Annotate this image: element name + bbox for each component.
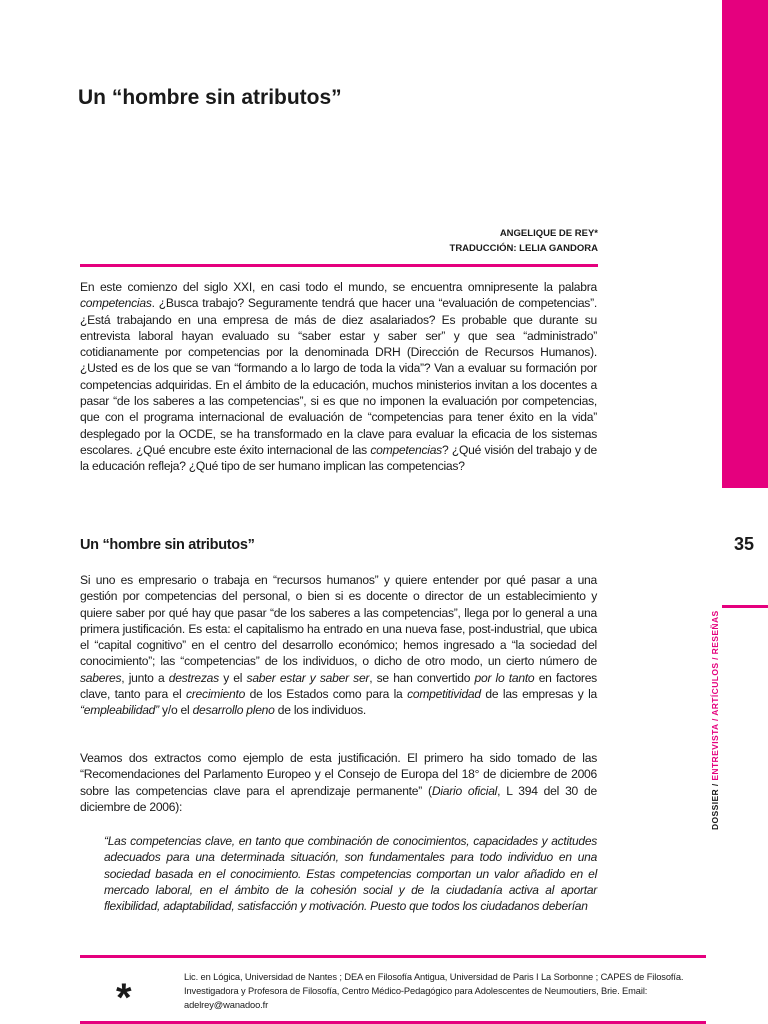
body-paragraph-2: Veamos dos extractos como ejemplo de esta justificación. El primero ha sido tomado de las “Recomendaciones del Parlamento Europeo y el Consejo de Europa del 18° de diciembre de 2006 sobre las competencias clave para el aprendizaje permanente” (Diario oficial, L 394 del 30 de diciembre de 2006): — [80, 751, 597, 814]
magenta-edge-tab — [722, 0, 768, 488]
page-number: 35 — [733, 534, 755, 554]
section-heading: Un “hombre sin atributos” — [80, 537, 255, 553]
author-footnote: Lic. en Lógica, Universidad de Nantes ; DEA en Filosofía Antigua, Universidad de Paris I La Sorbonne ; CAPES de Filosofía. Investigadora y Profesora de Filosofía, Centro Médico-Pedagógico para Adolescentes de Neumoutiers, Brie. Email: adelrey@wanadoo.fr — [184, 972, 684, 1011]
side-rule — [722, 605, 768, 608]
article-title: Un “hombre sin atributos” — [78, 86, 342, 109]
title-divider — [80, 264, 598, 267]
section-label-dossier: DOSSIER — [710, 788, 720, 830]
emphasis: “empleabilidad” — [80, 703, 159, 718]
author-name: ANGELIQUE DE REY* — [499, 228, 598, 239]
emphasis: competencias — [370, 442, 442, 457]
section-nav-vertical — [710, 610, 720, 830]
emphasis: competitividad — [407, 687, 481, 702]
intro-paragraph: En este comienzo del siglo XXI, en casi todo el mundo, se encuentra omnipresente la palabra competencias. ¿Busca trabajo? Seguramente tendrá que hacer una “evaluación de competencias”. ¿Está trabajando en una empresa de más de diez asalariados? Es probable que durante su entrevista laboral hayan evaluado su “saber estar y saber ser” y que sea “administrado” cotidianamente por competencias por la denominada DRH (Dirección de Recursos Humanos). ¿Usted es de los que se van “formando a lo largo de toda la vida”? Van a evaluar su formación por competencias adquiridas. En el ámbito de la educación, muchos ministerios invitan a los docentes a pasar “de los saberes a las competencias”, si es que no imponen la evaluación por competencias, que con el programa internacional de evaluación de “competencias para tener éxito en la vida” desplegado por la OCDE, se ha transformado en la clave para evaluar la eficacia de los sistemas escolares. ¿Qué encubre este éxito internacional de las competencias? ¿Qué visión del trabajo y de la educación refleja? ¿Qué tipo de ser humano implican las competencias? — [80, 280, 598, 474]
section-separator: / — [710, 780, 720, 789]
emphasis: saber estar y saber ser — [246, 670, 370, 685]
emphasis: crecimiento — [185, 687, 246, 702]
footnote-divider-top — [80, 955, 706, 958]
emphasis: por lo tanto — [474, 670, 535, 685]
emphasis: saberes — [80, 670, 122, 685]
emphasis: destrezas — [168, 670, 219, 685]
emphasis: competencias — [80, 296, 152, 311]
body-paragraph-1: Si uno es empresario o trabaja en “recursos humanos” y quiere entender por qué pasar a una gestión por competencias del personal, o bien si es docente o director de un establecimiento y quiere saber por qué hay que pasar “de los saberes a las competencias”, llega por lo general a una primera justificación. Es esta: el capitalismo ha entrado en una nueva fase, post-industrial, que ubica el “capital cognitivo” en el centro del desarrollo económico; hemos ingresado a “la sociedad del conocimiento”; las “competencias” de los individuos, o dicho de otro modo, un cierto número de saberes, junto a destrezas y el saber estar y saber ser, se han convertido por lo tanto en factores clave, tanto para el crecimiento de los Estados como para la competitividad de las empresas y la “empleabilidad” y/o el desarrollo pleno de los individuos. — [80, 573, 597, 718]
emphasis: Diario oficial — [431, 783, 498, 798]
asterisk-icon: * — [116, 976, 132, 1020]
section-label-others: ENTREVISTA / ARTÍCULOS / RESEÑAS — [710, 610, 720, 781]
translator-credit: TRADUCCIÓN: LELIA GANDORA — [449, 243, 598, 254]
block-quote: “Las competencias clave, en tanto que combinación de conocimientos, capacidades y actitudes adecuados para una determinada situación, son fundamentales para todo individuo en una sociedad basada en el conocimiento. Estas competencias comportan un valor añadido en el mercado laboral, en el ámbito de la cohesión social y de la ciudadanía activa al aportar flexibilidad, adaptabilidad, satisfacción y motivación. Puesto que todos los ciudadanos deberían — [104, 834, 597, 914]
byline — [80, 226, 598, 256]
emphasis: desarrollo pleno — [192, 703, 275, 718]
